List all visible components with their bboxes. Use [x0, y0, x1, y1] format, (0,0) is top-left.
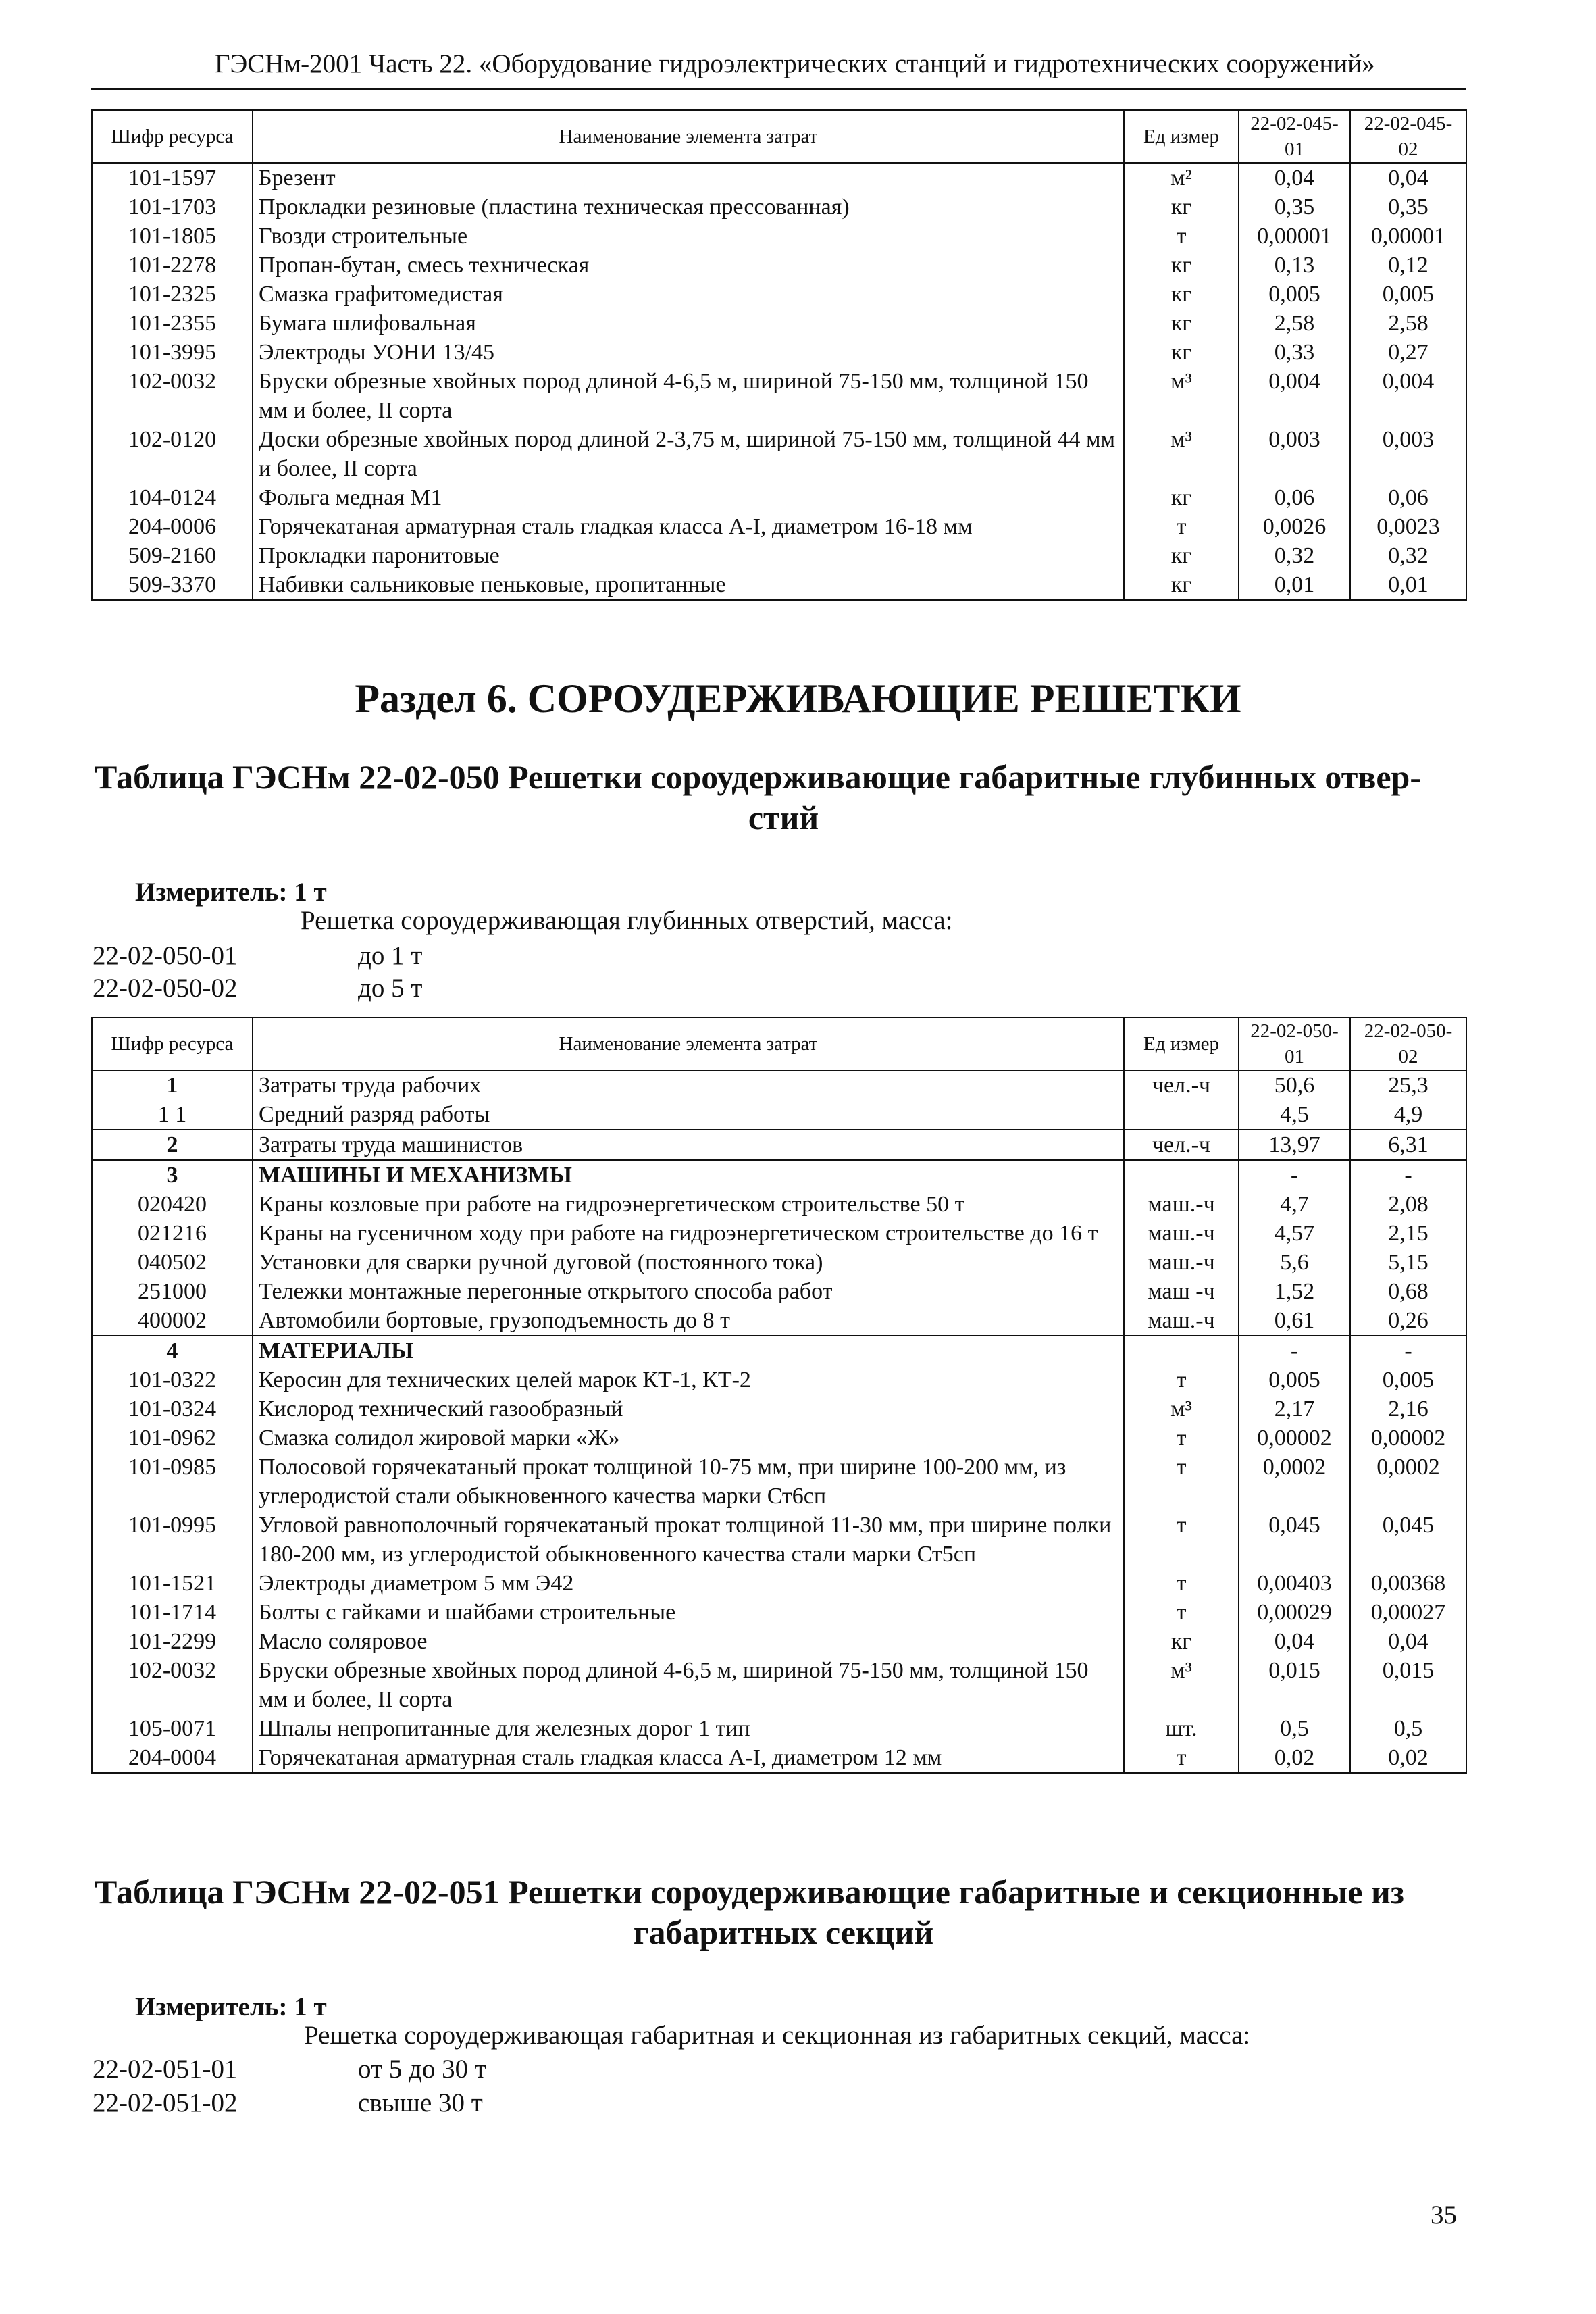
norm-value-cell: 0,5 [1350, 1714, 1466, 1743]
resource-code-cell: 101-2278 [92, 251, 253, 280]
unit-cell: т [1124, 1453, 1239, 1511]
cost-element-cell: Затраты труда машинистов [253, 1130, 1124, 1160]
table-row [92, 1100, 1466, 1130]
resource-code-cell: 101-0995 [92, 1511, 253, 1569]
table-050-description: Решетка сороудерживающая глубинных отверстий, масса: [301, 906, 953, 935]
unit-cell: кг [1124, 570, 1239, 600]
norm-value-cell: 0,32 [1350, 541, 1466, 570]
table-row [92, 1714, 1466, 1743]
table-051-description: Решетка сороудерживающая габаритная и секционная из габаритных секций, масса: [304, 2021, 1251, 2050]
norm-value-cell: 0,35 [1350, 193, 1466, 222]
resource-code-cell: 101-2355 [92, 309, 253, 338]
cost-element-cell: Краны на гусеничном ходу при работе на гидроэнергетическом строительстве до 16 т [253, 1219, 1124, 1248]
norm-value-cell: 0,00001 [1350, 222, 1466, 251]
resource-code-cell: 101-1597 [92, 163, 253, 193]
unit-cell: кг [1124, 1627, 1239, 1656]
unit-cell: кг [1124, 309, 1239, 338]
norm-value-cell: 5,15 [1350, 1248, 1466, 1277]
cost-element-cell: Средний разряд работы [253, 1100, 1124, 1130]
table-050-title [95, 757, 1472, 838]
unit-cell: кг [1124, 251, 1239, 280]
norm-value-cell: 0,015 [1350, 1656, 1466, 1714]
table-row [92, 1743, 1466, 1773]
norm-value-cell: 0,045 [1350, 1511, 1466, 1569]
running-header: ГЭСНм-2001 Часть 22. «Оборудование гидроэлектрических станций и гидротехнических сооружений» [215, 49, 1375, 78]
unit-cell: м³ [1124, 367, 1239, 425]
variant-code: 22-02-051-02 [93, 2088, 238, 2117]
table-row [92, 1394, 1466, 1424]
norm-value-cell: - [1239, 1160, 1350, 1190]
norm-value-cell: 2,16 [1350, 1394, 1466, 1424]
header-cost-element: Наименование элемента затрат [253, 110, 1124, 163]
table-row [92, 309, 1466, 338]
table-row [92, 1190, 1466, 1219]
resource-code-cell: 020420 [92, 1190, 253, 1219]
cost-element-cell: Смазка графитомедистая [253, 280, 1124, 309]
norm-value-cell: 0,13 [1239, 251, 1350, 280]
table-row [92, 570, 1466, 600]
unit-cell: т [1124, 1365, 1239, 1394]
header-norm-2: 22-02-045-02 [1350, 110, 1466, 163]
cost-element-cell: Бруски обрезные хвойных пород длиной 4-6,5 м, шириной 75-150 мм, толщиной 150 мм и более, II сорта [253, 1656, 1124, 1714]
table-051-title-line2: габаритных секций [633, 1913, 934, 1951]
norm-value-cell: 0,02 [1239, 1743, 1350, 1773]
unit-cell: кг [1124, 483, 1239, 512]
norm-value-cell: 0,005 [1350, 280, 1466, 309]
norm-value-cell: 0,27 [1350, 338, 1466, 367]
table-row [92, 1453, 1466, 1511]
header-norm-1: 22-02-050-01 [1239, 1017, 1350, 1070]
resource-code-cell: 102-0032 [92, 367, 253, 425]
table-row [92, 1306, 1466, 1336]
norm-value-cell: 4,9 [1350, 1100, 1466, 1130]
resource-code-cell: 204-0004 [92, 1743, 253, 1773]
meter-value: 1 т [294, 1992, 327, 2021]
unit-cell: т [1124, 1424, 1239, 1453]
table-051-title [95, 1871, 1472, 1953]
cost-element-cell: Масло соляровое [253, 1627, 1124, 1656]
norm-value-cell: 1,52 [1239, 1277, 1350, 1306]
resource-code-cell: 101-3995 [92, 338, 253, 367]
norm-value-cell: 2,08 [1350, 1190, 1466, 1219]
table-row [92, 1070, 1466, 1100]
table-row [92, 163, 1466, 193]
cost-element-cell: Бруски обрезные хвойных пород длиной 4-6,5 м, шириной 75-150 мм, толщиной 150 мм и более, II сорта [253, 367, 1124, 425]
resource-code-cell: 104-0124 [92, 483, 253, 512]
norm-value-cell: - [1239, 1336, 1350, 1365]
resource-code-cell: 1 [92, 1070, 253, 1100]
norm-value-cell: 0,005 [1239, 280, 1350, 309]
section-title: Раздел 6. СОРОУДЕРЖИВАЮЩИЕ РЕШЕТКИ [355, 676, 1241, 721]
cost-element-cell: Смазка солидол жировой марки «Ж» [253, 1424, 1124, 1453]
unit-cell: шт. [1124, 1714, 1239, 1743]
unit-cell: кг [1124, 193, 1239, 222]
resource-code-cell: 101-2299 [92, 1627, 253, 1656]
resource-code-cell: 2 [92, 1130, 253, 1160]
cost-element-cell: Угловой равнополочный горячекатаный прокат толщиной 11-30 мм, при ширине полки 180-200 мм, из углеродистой обыкновенного качества стали марки Ст5сп [253, 1511, 1124, 1569]
unit-cell: кг [1124, 338, 1239, 367]
norm-value-cell: 13,97 [1239, 1130, 1350, 1160]
norm-value-cell: 2,17 [1239, 1394, 1350, 1424]
cost-element-cell: Пропан-бутан, смесь техническая [253, 251, 1124, 280]
unit-cell: чел.-ч [1124, 1130, 1239, 1160]
resource-code-cell: 204-0006 [92, 512, 253, 541]
norm-value-cell: 0,004 [1239, 367, 1350, 425]
norm-value-cell: 2,15 [1350, 1219, 1466, 1248]
resource-code-cell: 3 [92, 1160, 253, 1190]
table-row [92, 1424, 1466, 1453]
table-row [92, 1656, 1466, 1714]
cost-element-cell: Тележки монтажные перегонные открытого способа работ [253, 1277, 1124, 1306]
table-051-meter [135, 1992, 327, 2022]
variant-text: до 5 т [358, 974, 423, 1003]
cost-element-cell: Набивки сальниковые пеньковые, пропитанные [253, 570, 1124, 600]
table-row [92, 1627, 1466, 1656]
norm-value-cell: 0,045 [1239, 1511, 1350, 1569]
header-resource-code: Шифр ресурса [92, 110, 253, 163]
meter-label: Измеритель: [135, 1992, 288, 2021]
norm-value-cell: - [1350, 1336, 1466, 1365]
cost-element-cell: Гвозди строительные [253, 222, 1124, 251]
table-row [92, 512, 1466, 541]
unit-cell: маш.-ч [1124, 1306, 1239, 1336]
norm-value-cell: 0,0002 [1350, 1453, 1466, 1511]
unit-cell: чел.-ч [1124, 1070, 1239, 1100]
unit-cell: кг [1124, 541, 1239, 570]
resource-table-045 [91, 109, 1467, 601]
norm-value-cell: 0,26 [1350, 1306, 1466, 1336]
cost-element-cell: Фольга медная М1 [253, 483, 1124, 512]
variant-text: свыше 30 т [358, 2088, 483, 2117]
resource-code-cell: 040502 [92, 1248, 253, 1277]
norm-value-cell: 0,06 [1239, 483, 1350, 512]
norm-value-cell: - [1350, 1160, 1466, 1190]
resource-table-050 [91, 1017, 1467, 1774]
norm-value-cell: 0,5 [1239, 1714, 1350, 1743]
norm-value-cell: 2,58 [1239, 309, 1350, 338]
table-header-row [92, 1017, 1466, 1070]
header-unit: Ед измер [1124, 110, 1239, 163]
unit-cell: т [1124, 512, 1239, 541]
norm-value-cell: 0,00002 [1239, 1424, 1350, 1453]
resource-code-cell: 101-2325 [92, 280, 253, 309]
table-row [92, 541, 1466, 570]
cost-element-cell: Керосин для технических целей марок КТ-1, КТ-2 [253, 1365, 1124, 1394]
unit-cell: м³ [1124, 1656, 1239, 1714]
header-norm-1: 22-02-045-01 [1239, 110, 1350, 163]
norm-value-cell: 6,31 [1350, 1130, 1466, 1160]
norm-value-cell: 0,00029 [1239, 1598, 1350, 1627]
resource-code-cell: 101-1714 [92, 1598, 253, 1627]
unit-cell [1124, 1100, 1239, 1130]
table-row [92, 280, 1466, 309]
cost-element-cell: Бумага шлифовальная [253, 309, 1124, 338]
unit-cell [1124, 1160, 1239, 1190]
norm-value-cell: 0,004 [1350, 367, 1466, 425]
header-norm-2: 22-02-050-02 [1350, 1017, 1466, 1070]
norm-value-cell: 0,04 [1239, 1627, 1350, 1656]
unit-cell: кг [1124, 280, 1239, 309]
norm-value-cell: 0,04 [1350, 1627, 1466, 1656]
norm-value-cell: 0,01 [1350, 570, 1466, 600]
table-row [92, 1511, 1466, 1569]
norm-value-cell: 0,04 [1239, 163, 1350, 193]
table-row [92, 367, 1466, 425]
cost-element-cell: Электроды УОНИ 13/45 [253, 338, 1124, 367]
unit-cell: т [1124, 1743, 1239, 1773]
variant-code: 22-02-050-02 [93, 974, 238, 1003]
header-rule [91, 88, 1466, 90]
table-050-title-line2: стий [748, 799, 819, 836]
table-row [92, 1598, 1466, 1627]
norm-value-cell: 4,7 [1239, 1190, 1350, 1219]
table-row [92, 193, 1466, 222]
table-row [92, 1130, 1466, 1160]
table-row [92, 1365, 1466, 1394]
norm-value-cell: 5,6 [1239, 1248, 1350, 1277]
unit-cell: маш.-ч [1124, 1190, 1239, 1219]
cost-element-cell: Брезент [253, 163, 1124, 193]
unit-cell: т [1124, 1569, 1239, 1598]
resource-code-cell: 101-0322 [92, 1365, 253, 1394]
cost-element-cell: Горячекатаная арматурная сталь гладкая класса А-I, диаметром 12 мм [253, 1743, 1124, 1773]
norm-value-cell: 0,33 [1239, 338, 1350, 367]
norm-value-cell: 0,35 [1239, 193, 1350, 222]
norm-value-cell: 4,57 [1239, 1219, 1350, 1248]
norm-value-cell: 0,00001 [1239, 222, 1350, 251]
resource-code-cell: 105-0071 [92, 1714, 253, 1743]
unit-cell: м² [1124, 163, 1239, 193]
table-050-meter [135, 877, 327, 907]
header-unit: Ед измер [1124, 1017, 1239, 1070]
unit-cell: м³ [1124, 425, 1239, 483]
norm-value-cell: 0,005 [1239, 1365, 1350, 1394]
resource-code-cell: 101-0985 [92, 1453, 253, 1511]
cost-element-cell: МАШИНЫ И МЕХАНИЗМЫ [253, 1160, 1124, 1190]
table-row [92, 1248, 1466, 1277]
unit-cell: маш.-ч [1124, 1248, 1239, 1277]
table-051-title-line1: Таблица ГЭСНм 22-02-051 Решетки сороудерживающие габаритные и секционные из [95, 1873, 1404, 1911]
norm-value-cell: 4,5 [1239, 1100, 1350, 1130]
resource-code-cell: 101-0324 [92, 1394, 253, 1424]
cost-element-cell: Автомобили бортовые, грузоподъемность до 8 т [253, 1306, 1124, 1336]
norm-value-cell: 0,0023 [1350, 512, 1466, 541]
variant-text: от 5 до 30 т [358, 2055, 486, 2084]
unit-cell: м³ [1124, 1394, 1239, 1424]
cost-element-cell: Краны козловые при работе на гидроэнергетическом строительстве 50 т [253, 1190, 1124, 1219]
resource-code-cell: 101-1703 [92, 193, 253, 222]
variant-text: до 1 т [358, 941, 423, 970]
table-row [92, 338, 1466, 367]
cost-element-cell: МАТЕРИАЛЫ [253, 1336, 1124, 1365]
header-cost-element: Наименование элемента затрат [253, 1017, 1124, 1070]
table-row [92, 483, 1466, 512]
table-row [92, 1569, 1466, 1598]
norm-value-cell: 0,61 [1239, 1306, 1350, 1336]
resource-code-cell: 101-1805 [92, 222, 253, 251]
cost-element-cell: Кислород технический газообразный [253, 1394, 1124, 1424]
norm-value-cell: 0,04 [1350, 163, 1466, 193]
cost-element-cell: Болты с гайками и шайбами строительные [253, 1598, 1124, 1627]
norm-value-cell: 0,00002 [1350, 1424, 1466, 1453]
variant-code: 22-02-050-01 [93, 941, 238, 970]
resource-code-cell: 4 [92, 1336, 253, 1365]
table-row [92, 222, 1466, 251]
resource-code-cell: 101-0962 [92, 1424, 253, 1453]
resource-code-cell: 251000 [92, 1277, 253, 1306]
unit-cell [1124, 1336, 1239, 1365]
cost-element-cell: Горячекатаная арматурная сталь гладкая класса А-I, диаметром 16-18 мм [253, 512, 1124, 541]
meter-label: Измеритель: [135, 878, 288, 907]
table-row [92, 1219, 1466, 1248]
unit-cell: т [1124, 1598, 1239, 1627]
norm-value-cell: 50,6 [1239, 1070, 1350, 1100]
unit-cell: маш -ч [1124, 1277, 1239, 1306]
table-050-title-line1: Таблица ГЭСНм 22-02-050 Решетки сороудерживающие габаритные глубинных отвер- [95, 758, 1421, 796]
table-row [92, 1160, 1466, 1190]
unit-cell: т [1124, 222, 1239, 251]
norm-value-cell: 0,12 [1350, 251, 1466, 280]
resource-code-cell: 509-3370 [92, 570, 253, 600]
table-row [92, 1336, 1466, 1365]
resource-code-cell: 509-2160 [92, 541, 253, 570]
norm-value-cell: 0,00368 [1350, 1569, 1466, 1598]
page-number: 35 [1431, 2200, 1457, 2230]
cost-element-cell: Прокладки резиновые (пластина техническая прессованная) [253, 193, 1124, 222]
unit-cell: маш.-ч [1124, 1219, 1239, 1248]
variant-code: 22-02-051-01 [93, 2055, 238, 2084]
norm-value-cell: 0,06 [1350, 483, 1466, 512]
table-row [92, 425, 1466, 483]
norm-value-cell: 25,3 [1350, 1070, 1466, 1100]
cost-element-cell: Затраты труда рабочих [253, 1070, 1124, 1100]
resource-code-cell: 102-0032 [92, 1656, 253, 1714]
cost-element-cell: Установки для сварки ручной дуговой (постоянного тока) [253, 1248, 1124, 1277]
table-row [92, 1277, 1466, 1306]
resource-code-cell: 102-0120 [92, 425, 253, 483]
norm-value-cell: 0,003 [1350, 425, 1466, 483]
table-header-row [92, 110, 1466, 163]
norm-value-cell: 0,0002 [1239, 1453, 1350, 1511]
resource-code-cell: 021216 [92, 1219, 253, 1248]
cost-element-cell: Шпалы непропитанные для железных дорог 1 тип [253, 1714, 1124, 1743]
meter-value: 1 т [294, 878, 327, 907]
norm-value-cell: 0,00403 [1239, 1569, 1350, 1598]
unit-cell: т [1124, 1511, 1239, 1569]
cost-element-cell: Прокладки паронитовые [253, 541, 1124, 570]
norm-value-cell: 0,01 [1239, 570, 1350, 600]
norm-value-cell: 0,00027 [1350, 1598, 1466, 1627]
norm-value-cell: 0,003 [1239, 425, 1350, 483]
norm-value-cell: 0,68 [1350, 1277, 1466, 1306]
cost-element-cell: Электроды диаметром 5 мм Э42 [253, 1569, 1124, 1598]
norm-value-cell: 0,015 [1239, 1656, 1350, 1714]
norm-value-cell: 0,0026 [1239, 512, 1350, 541]
resource-code-cell: 1 1 [92, 1100, 253, 1130]
table-row [92, 251, 1466, 280]
resource-code-cell: 400002 [92, 1306, 253, 1336]
norm-value-cell: 0,005 [1350, 1365, 1466, 1394]
cost-element-cell: Полосовой горячекатаный прокат толщиной 10-75 мм, при ширине 100-200 мм, из углеродистой стали обыкновенного качества марки Ст6сп [253, 1453, 1124, 1511]
norm-value-cell: 2,58 [1350, 309, 1466, 338]
resource-code-cell: 101-1521 [92, 1569, 253, 1598]
norm-value-cell: 0,32 [1239, 541, 1350, 570]
cost-element-cell: Доски обрезные хвойных пород длиной 2-3,75 м, шириной 75-150 мм, толщиной 44 мм и более, II сорта [253, 425, 1124, 483]
header-resource-code: Шифр ресурса [92, 1017, 253, 1070]
norm-value-cell: 0,02 [1350, 1743, 1466, 1773]
